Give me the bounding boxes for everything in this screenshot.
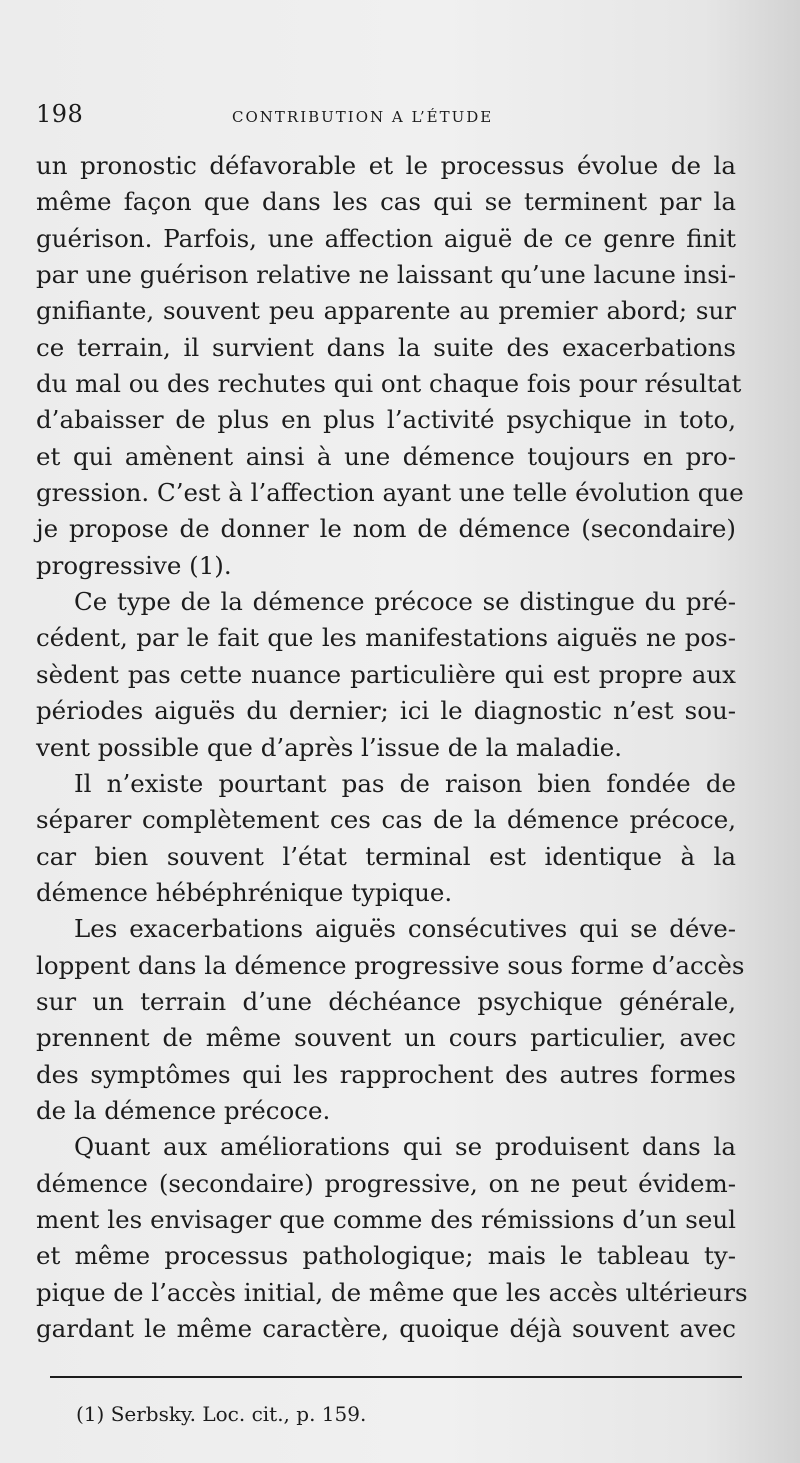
text-line: par une guérison relative ne laissant qu’une lacune insi- <box>36 260 736 290</box>
text-line: ment les envisager que comme des rémissions d’un seul <box>36 1204 736 1234</box>
text-line: guérison. Parfois, une affection aiguë de ce genre finit <box>36 223 736 253</box>
text-line: même façon que dans les cas qui se terminent par la <box>36 187 736 217</box>
text-line: d’abaisser de plus en plus l’activité psychique in toto, <box>36 405 736 435</box>
text-line: sur un terrain d’une déchéance psychique générale, <box>36 986 736 1016</box>
body-text <box>36 148 748 1347</box>
text-line: car bien souvent l’état terminal est identique à la <box>36 841 736 871</box>
text-line: sèdent pas cette nuance particulière qui est propre aux <box>36 659 736 689</box>
text-line: de la démence précoce. <box>36 1095 331 1125</box>
text-line: loppent dans la démence progressive sous forme d’accès <box>36 950 745 980</box>
text-line: Quant aux améliorations qui se produisent dans la <box>74 1132 736 1162</box>
page-number: 198 <box>36 100 84 128</box>
text-line: des symptômes qui les rapprochent des autres formes <box>36 1059 736 1089</box>
text-line: du mal ou des rechutes qui ont chaque fois pour résultat <box>36 369 742 399</box>
text-line: séparer complètement ces cas de la démence précoce, <box>36 805 736 835</box>
text-line: je propose de donner le nom de démence (secondaire) <box>36 514 736 544</box>
text-line: pique de l’accès initial, de même que les accès ultérieurs <box>36 1277 748 1307</box>
text-line: prennent de même souvent un cours particulier, avec <box>36 1023 736 1053</box>
text-line: démence hébéphrénique typique. <box>36 877 453 907</box>
footnote-divider <box>50 1376 742 1378</box>
footnote: (1) Serbsky. Loc. cit., p. 159. <box>76 1402 367 1426</box>
running-head: CONTRIBUTION A L’ÉTUDE <box>232 108 494 126</box>
text-line: et qui amènent ainsi à une démence toujours en pro- <box>36 441 736 471</box>
text-line: gression. C’est à l’affection ayant une telle évolution que <box>36 478 744 508</box>
page-header <box>36 100 746 134</box>
text-line: Les exacerbations aiguës consécutives qui se déve- <box>74 914 736 944</box>
text-line: gardant le même caractère, quoique déjà souvent avec <box>36 1314 736 1343</box>
text-line: périodes aiguës du dernier; ici le diagnostic n’est sou- <box>36 696 736 726</box>
text-line: un pronostic défavorable et le processus évolue de la <box>36 151 736 180</box>
text-line: démence (secondaire) progressive, on ne peut évidem- <box>36 1168 736 1198</box>
text-line: gnifiante, souvent peu apparente au premier abord; sur <box>36 296 736 326</box>
text-line: ce terrain, il survient dans la suite des exacerbations <box>36 332 736 362</box>
text-line: Il n’existe pourtant pas de raison bien fondée de <box>74 768 736 798</box>
text-line: progressive (1). <box>36 550 232 580</box>
text-line: vent possible que d’après l’issue de la maladie. <box>36 732 623 762</box>
text-line: Ce type de la démence précoce se distingue du pré- <box>74 587 736 617</box>
text-line: et même processus pathologique; mais le tableau ty- <box>36 1241 736 1271</box>
text-line: cédent, par le fait que les manifestations aiguës ne pos- <box>36 623 736 653</box>
